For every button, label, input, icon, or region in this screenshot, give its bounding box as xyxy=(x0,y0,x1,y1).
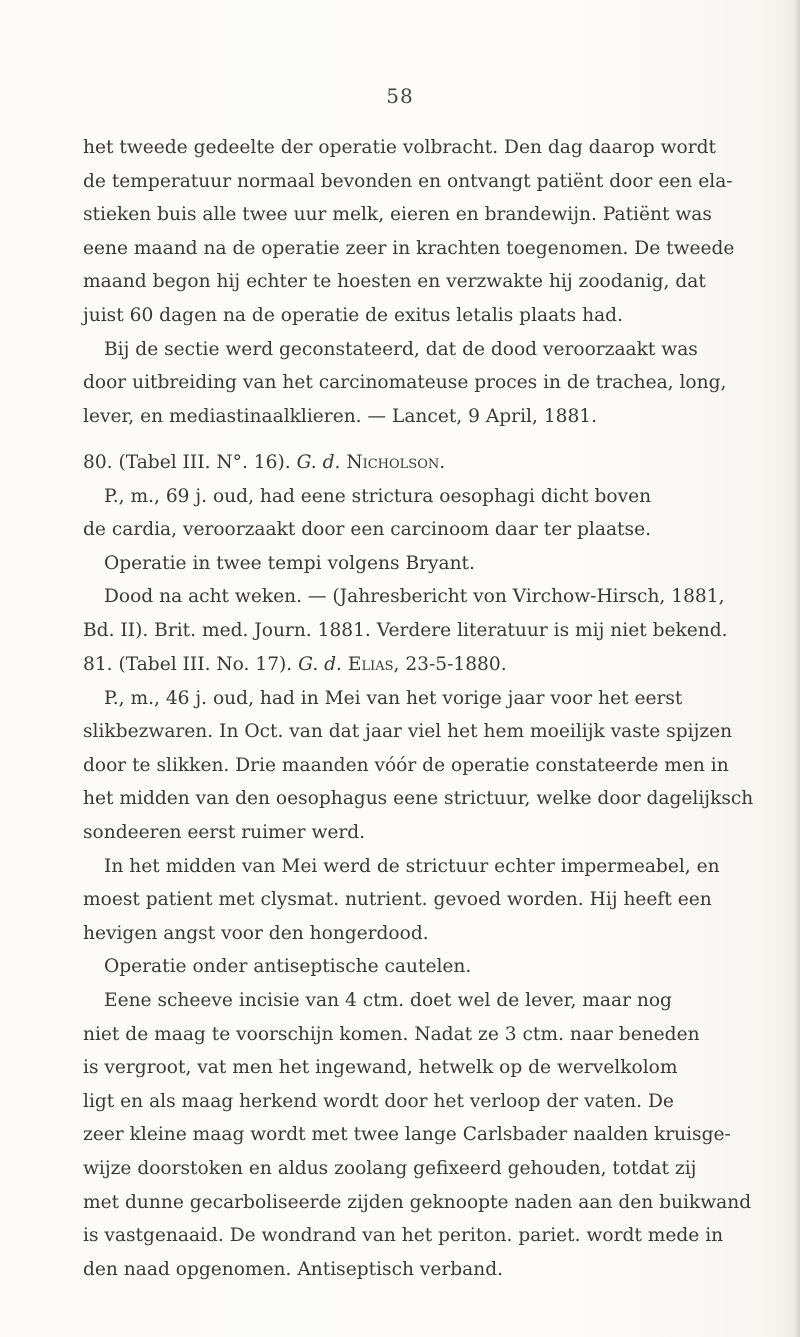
table-reference: (Tabel III. N°. 16). xyxy=(118,452,291,473)
text-line: ligt en als maag herkend wordt door het verloop der vaten. De xyxy=(83,1090,674,1112)
text-line: stieken buis alle twee uur melk, eieren en brandewijn. Patiënt was xyxy=(83,204,712,226)
text-line: P., m., 69 j. oud, had eene strictura oesophagi dicht boven xyxy=(104,485,652,507)
page-number: 58 xyxy=(386,84,414,108)
text-line: lever, en mediastinaalklieren. — Lancet, 9 April, 1881. xyxy=(83,405,598,427)
text-line: zeer kleine maag wordt met twee lange Carlsbader naalden kruisge- xyxy=(83,1124,731,1146)
text-line: de temperatuur normaal bevonden en ontvangt patiënt door een ela- xyxy=(83,170,733,192)
text-line: het tweede gedeelte der operatie volbracht. Den dag daarop wordt xyxy=(83,137,716,158)
case-author: Elias, xyxy=(347,654,400,675)
case-81 xyxy=(83,648,754,1286)
text-line: niet de maag te voorschijn komen. Nadat ze 3 ctm. naar beneden xyxy=(83,1023,700,1045)
text-line: de cardia, veroorzaakt door een carcinoom daar ter plaatse. xyxy=(83,519,651,541)
text-line: Dood na acht weken. — (Jahresbericht von Virchow-Hirsch, 1881, xyxy=(104,586,725,608)
case-author: Nicholson. xyxy=(346,452,446,473)
table-reference: (Tabel III. No. 17). xyxy=(118,654,293,675)
text-line: met dunne gecarboliseerde zijden geknoopte naden aan den buikwand xyxy=(83,1191,752,1213)
text-line: is vergroot, vat men het ingewand, hetwelk op de wervelkolom xyxy=(83,1057,678,1079)
text-line: wijze doorstoken en aldus zoolang gefixeerd gehouden, totdat zij xyxy=(83,1157,697,1179)
text-line: Eene scheeve incisie van 4 ctm. doet wel de lever, maar nog xyxy=(104,989,672,1011)
text-line: slikbezwaren. In Oct. van dat jaar viel het hem moeilijk vaste spijzen xyxy=(83,721,733,743)
case-80 xyxy=(83,446,728,648)
text-line: den naad opgenomen. Antiseptisch verband. xyxy=(83,1258,504,1280)
text-line: Bij de sectie werd geconstateerd, dat de dood veroorzaakt was xyxy=(104,338,698,360)
text-line: Bd. II). Brit. med. Journ. 1881. Verdere literatuur is mij niet bekend. xyxy=(83,619,728,641)
case-heading xyxy=(83,446,723,480)
case-initials: G. d. xyxy=(296,452,341,473)
case-date: 23-5-1880. xyxy=(405,654,507,675)
text-line: In het midden van Mei werd de strictuur echter impermeabel, en xyxy=(104,855,720,877)
text-line: juist 60 dagen na de operatie de exitus letalis plaats had. xyxy=(83,304,623,326)
text-line: Operatie onder antiseptische cautelen. xyxy=(104,956,472,978)
text-line: maand begon hij echter te hoesten en verzwakte hij zoodanig, dat xyxy=(83,271,706,293)
text-line: moest patient met clysmat. nutrient. gevoed worden. Hij heeft een xyxy=(83,889,712,911)
text-line: Operatie in twee tempi volgens Bryant. xyxy=(104,552,475,574)
text-line: sondeeren eerst ruimer werd. xyxy=(83,821,366,843)
case-number: 81. xyxy=(83,654,113,675)
text-line: door te slikken. Drie maanden vóór de operatie constateerde men in xyxy=(83,754,729,776)
text-line: eene maand na de operatie zeer in krachten toegenomen. De tweede xyxy=(83,237,735,259)
case-number: 80. xyxy=(83,452,113,473)
case-heading xyxy=(83,648,723,682)
page-edge-shadow xyxy=(794,0,800,1337)
text-line: hevigen angst voor den hongerdood. xyxy=(83,922,429,944)
text-line: door uitbreiding van het carcinomateuse proces in de trachea, long, xyxy=(83,372,727,394)
text-line: het midden van den oesophagus eene strictuur, welke door dagelijksch xyxy=(83,788,754,810)
case-initials: G. d. xyxy=(298,654,342,675)
text-line: is vastgenaaid. De wondrand van het periton. pariet. wordt mede in xyxy=(83,1225,724,1247)
text-line: P., m., 46 j. oud, had in Mei van het vorige jaar voor het eerst xyxy=(104,687,683,709)
continued-case-text xyxy=(83,131,735,433)
